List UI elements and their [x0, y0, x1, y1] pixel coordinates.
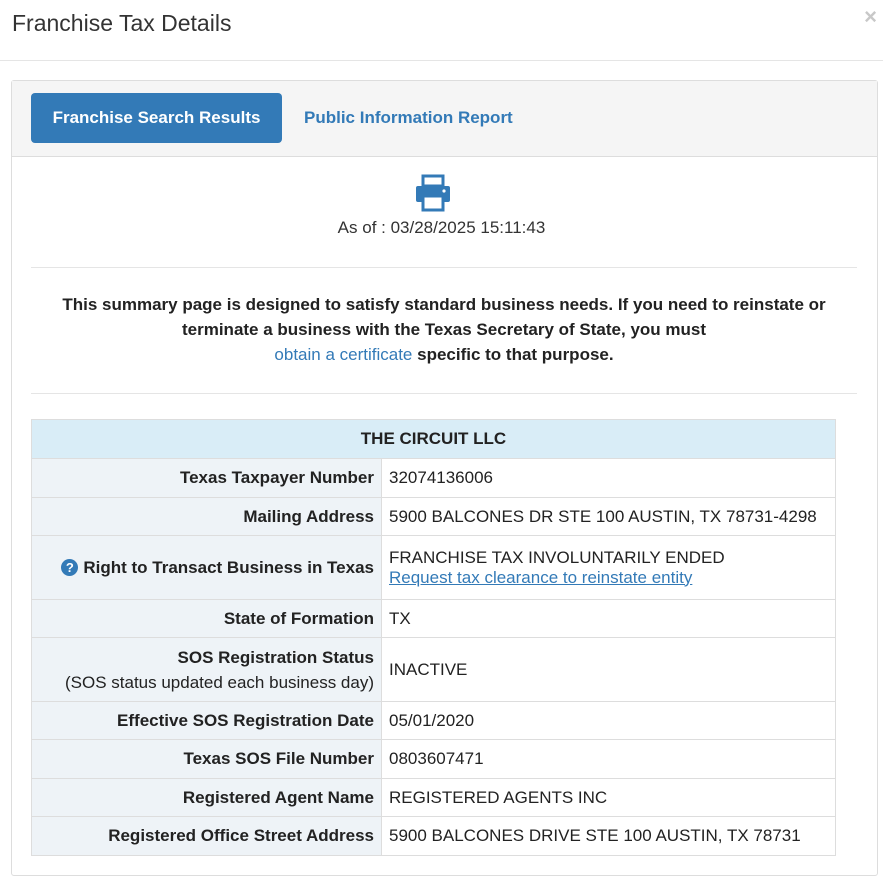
row-value: 5900 BALCONES DR STE 100 AUSTIN, TX 78731-4298	[382, 498, 836, 536]
row-value: REGISTERED AGENTS INC	[382, 779, 836, 817]
row-value: TX	[382, 600, 836, 638]
tab-bar	[12, 81, 877, 157]
table-row	[32, 600, 836, 638]
notice-text	[31, 292, 857, 367]
obtain-certificate-link[interactable]: obtain a certificate	[274, 345, 413, 364]
row-label	[32, 638, 382, 702]
row-value: 0803607471	[382, 740, 836, 779]
row-value: 5900 BALCONES DRIVE STE 100 AUSTIN, TX 78731	[382, 817, 836, 856]
close-icon[interactable]: ×	[864, 4, 877, 29]
table-row	[32, 459, 836, 498]
table-row	[32, 779, 836, 817]
row-sub-label: (SOS status updated each business day)	[64, 672, 374, 692]
table-row	[32, 740, 836, 779]
notice-text-after: specific to that purpose.	[417, 345, 614, 364]
modal-title: Franchise Tax Details	[12, 10, 232, 36]
row-value: 32074136006	[382, 459, 836, 498]
table-row	[32, 536, 836, 600]
tab-public-information-report[interactable]: Public Information Report	[304, 108, 513, 127]
tab-franchise-search-results[interactable]: Franchise Search Results	[31, 93, 282, 143]
row-label: Effective SOS Registration Date	[32, 702, 382, 740]
row-value: INACTIVE	[382, 638, 836, 702]
print-icon[interactable]	[414, 174, 452, 212]
divider	[31, 267, 857, 268]
row-label-text: Right to Transact Business in Texas	[83, 557, 374, 577]
row-label: Texas SOS File Number	[32, 740, 382, 779]
row-value	[382, 536, 836, 600]
entity-details-table	[31, 419, 836, 856]
entity-name: THE CIRCUIT LLC	[32, 420, 836, 459]
row-label: Registered Agent Name	[32, 779, 382, 817]
row-value: 05/01/2020	[382, 702, 836, 740]
row-label: Mailing Address	[32, 498, 382, 536]
row-label: Texas Taxpayer Number	[32, 459, 382, 498]
request-tax-clearance-link[interactable]: Request tax clearance to reinstate entity	[389, 567, 693, 587]
table-row	[32, 638, 836, 702]
row-label-text: SOS Registration Status	[177, 647, 374, 667]
help-icon[interactable]: ?	[61, 559, 78, 576]
row-label	[32, 536, 382, 600]
right-to-transact-status: FRANCHISE TAX INVOLUNTARILY ENDED	[389, 547, 725, 567]
divider	[31, 393, 857, 394]
as-of-timestamp: As of : 03/28/2025 15:11:43	[337, 218, 546, 237]
row-label: State of Formation	[32, 600, 382, 638]
modal-header	[0, 0, 883, 61]
notice-text-before: This summary page is designed to satisfy standard business needs. If you need to reinstate or terminate a business with the Texas Secretary of State, you must	[62, 295, 826, 339]
row-label: Registered Office Street Address	[32, 817, 382, 856]
table-row	[32, 498, 836, 536]
table-row	[32, 817, 836, 856]
table-row	[32, 702, 836, 740]
